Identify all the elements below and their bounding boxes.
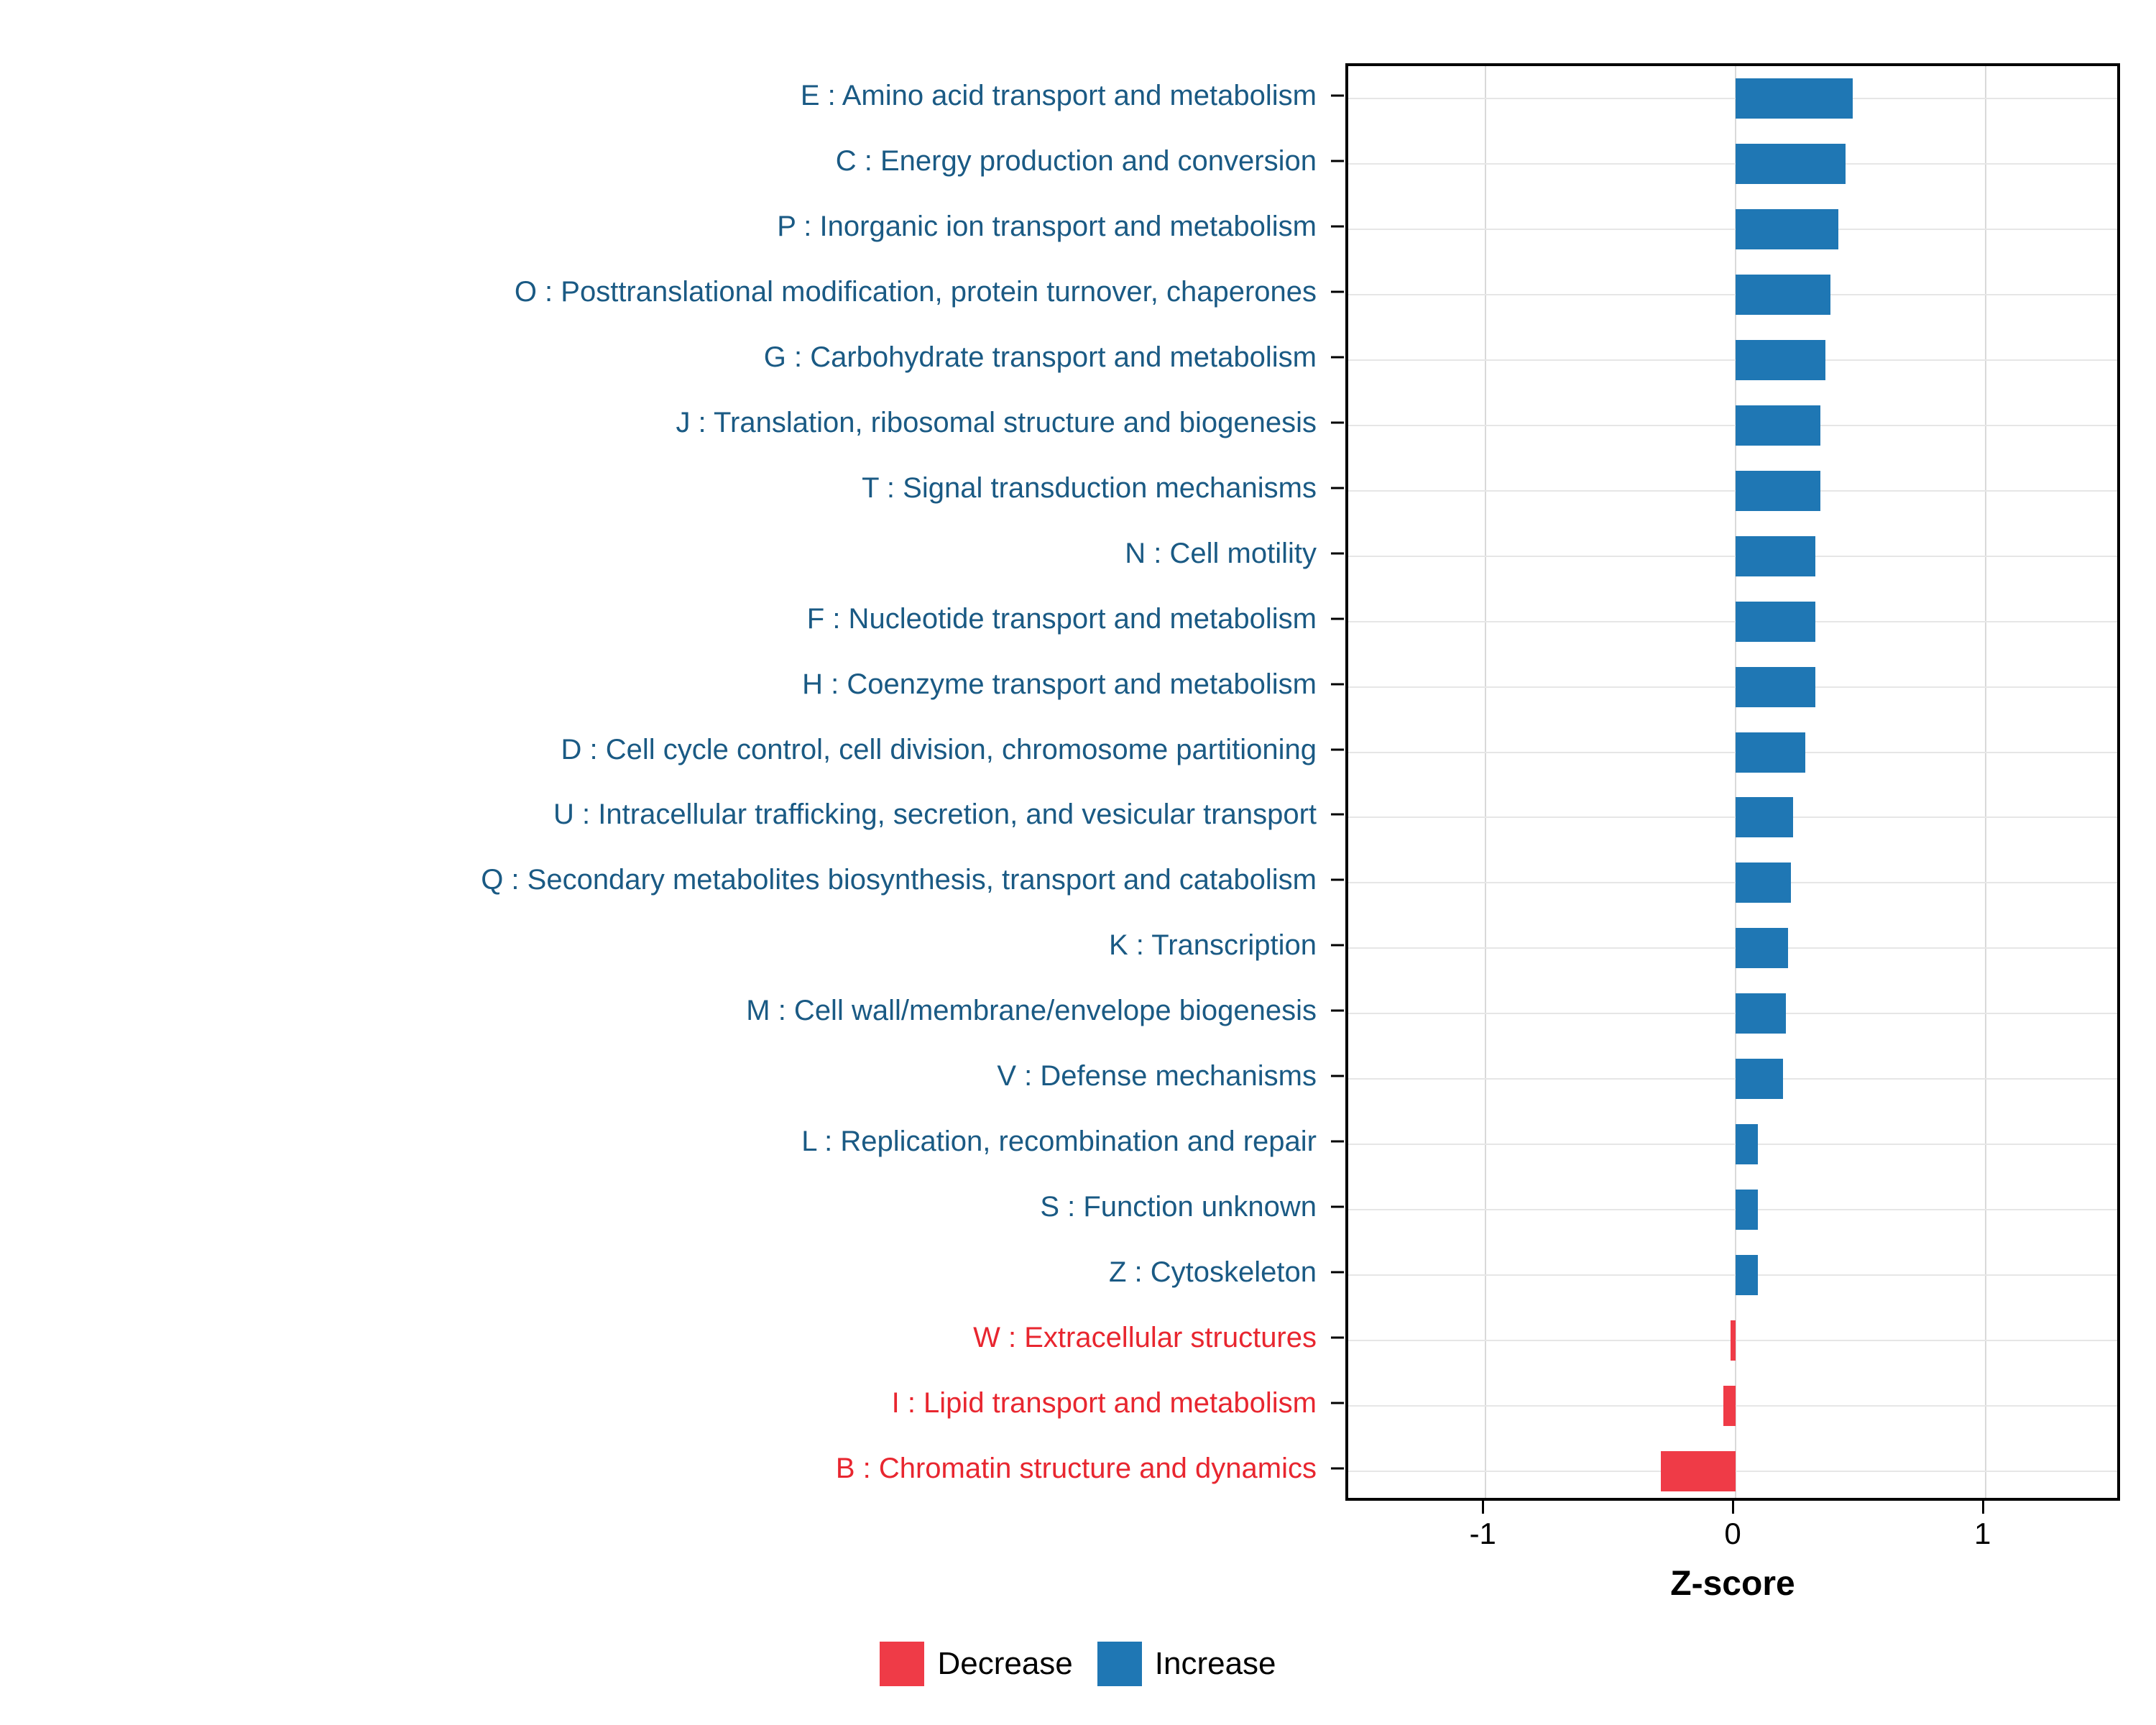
y-axis-tick-mark <box>1331 552 1344 554</box>
y-axis-tick-label: N : Cell motility <box>1125 537 1317 569</box>
x-axis-tick-label: 0 <box>1724 1517 1741 1550</box>
x-axis-tick-mark <box>1732 1501 1734 1514</box>
y-axis-tick-mark <box>1331 1402 1344 1404</box>
bar <box>1661 1451 1736 1491</box>
gridline-horizontal <box>1348 490 2117 492</box>
y-axis-tick-label: F : Nucleotide transport and metabolism <box>806 602 1317 635</box>
y-axis-tick-label: S : Function unknown <box>1040 1190 1317 1223</box>
bar <box>1723 1386 1736 1426</box>
gridline-horizontal <box>1348 752 2117 753</box>
bar <box>1736 471 1820 511</box>
bar <box>1736 536 1815 576</box>
y-axis-tick-mark <box>1331 683 1344 685</box>
chart-legend <box>0 1642 2156 1686</box>
y-axis-tick-label: O : Posttranslational modification, protein turnover, chaperones <box>514 276 1317 308</box>
y-axis-tick-mark <box>1331 356 1344 359</box>
legend-item-increase <box>1097 1642 1276 1686</box>
y-axis-tick-mark <box>1331 160 1344 162</box>
y-axis-tick-label: M : Cell wall/membrane/envelope biogenesis <box>746 995 1317 1027</box>
y-axis-tick-label: W : Extracellular structures <box>973 1321 1317 1353</box>
gridline-horizontal <box>1348 1078 2117 1080</box>
legend-label-increase: Increase <box>1154 1646 1276 1681</box>
bar <box>1736 667 1815 707</box>
y-axis-tick-mark <box>1331 95 1344 97</box>
bar <box>1736 1124 1758 1164</box>
bar <box>1736 1190 1758 1230</box>
bar <box>1736 602 1815 642</box>
x-axis-tick-label: -1 <box>1469 1517 1496 1550</box>
gridline-horizontal <box>1348 425 2117 426</box>
bar <box>1736 78 1853 119</box>
gridline-horizontal <box>1348 359 2117 361</box>
bar <box>1736 862 1791 903</box>
bar <box>1736 928 1788 968</box>
bar <box>1736 275 1830 315</box>
gridline-horizontal <box>1348 621 2117 622</box>
y-axis-tick-label: Z : Cytoskeleton <box>1108 1256 1317 1288</box>
y-axis-tick-mark <box>1331 1010 1344 1012</box>
bar <box>1736 1059 1783 1099</box>
x-axis-tick-mark <box>1982 1501 1984 1514</box>
y-axis-tick-label: V : Defense mechanisms <box>997 1060 1317 1092</box>
gridline-horizontal <box>1348 947 2117 949</box>
y-axis-tick-label: P : Inorganic ion transport and metabolism <box>777 211 1317 243</box>
y-axis-tick-mark <box>1331 748 1344 750</box>
legend-swatch-increase <box>1097 1642 1142 1686</box>
plot-panel <box>1345 63 2120 1501</box>
y-axis-tick-label: Q : Secondary metabolites biosynthesis, transport and catabolism <box>481 864 1317 896</box>
y-axis-tick-mark <box>1331 617 1344 620</box>
y-axis-tick-label: L : Replication, recombination and repair <box>801 1126 1317 1157</box>
y-axis-tick-mark <box>1331 1075 1344 1077</box>
y-axis-tick-mark <box>1331 226 1344 228</box>
y-axis-tick-label: U : Intracellular trafficking, secretion, and vesicular transport <box>553 799 1317 831</box>
gridline-horizontal <box>1348 1209 2117 1210</box>
gridline-horizontal <box>1348 686 2117 688</box>
gridline-horizontal <box>1348 163 2117 165</box>
y-axis-tick-label: J : Translation, ribosomal structure and biogenesis <box>676 407 1317 438</box>
y-axis-tick-mark <box>1331 422 1344 424</box>
y-axis-tick-mark <box>1331 1336 1344 1338</box>
y-axis-tick-mark <box>1331 1205 1344 1208</box>
bar <box>1736 405 1820 446</box>
gridline-horizontal <box>1348 98 2117 99</box>
gridline-horizontal <box>1348 1013 2117 1014</box>
y-axis-tick-label: K : Transcription <box>1108 929 1317 962</box>
y-axis-tick-mark <box>1331 291 1344 293</box>
bar <box>1736 1255 1758 1295</box>
gridline-vertical <box>1485 66 1486 1498</box>
y-axis-tick-mark <box>1331 879 1344 881</box>
bar <box>1736 732 1805 773</box>
bar <box>1736 797 1793 837</box>
y-axis-tick-label: B : Chromatin structure and dynamics <box>835 1452 1317 1484</box>
y-axis-tick-mark <box>1331 1271 1344 1273</box>
y-axis-tick-label: E : Amino acid transport and metabolism <box>800 80 1317 112</box>
y-axis-tick-label: H : Coenzyme transport and metabolism <box>802 668 1317 700</box>
y-axis-tick-mark <box>1331 1141 1344 1143</box>
bar <box>1736 993 1786 1034</box>
y-axis-tick-label: D : Cell cycle control, cell division, chromosome partitioning <box>561 733 1317 765</box>
y-axis-tick-mark <box>1331 944 1344 947</box>
gridline-horizontal <box>1348 294 2117 295</box>
y-axis-tick-mark <box>1331 1467 1344 1469</box>
bar <box>1736 209 1838 249</box>
gridline-vertical <box>1985 66 1986 1498</box>
gridline-horizontal <box>1348 882 2117 883</box>
bar <box>1731 1320 1736 1361</box>
y-axis-labels <box>0 63 1331 1501</box>
x-axis-tick-mark <box>1482 1501 1484 1514</box>
x-axis-title: Z-score <box>1670 1565 1795 1603</box>
legend-swatch-decrease <box>880 1642 924 1686</box>
y-axis-tick-label: I : Lipid transport and metabolism <box>891 1386 1317 1419</box>
y-axis-tick-mark <box>1331 814 1344 816</box>
x-axis-tick-label: 1 <box>1974 1517 1991 1550</box>
bar <box>1736 340 1825 380</box>
gridline-horizontal <box>1348 1144 2117 1145</box>
gridline-horizontal <box>1348 556 2117 557</box>
gridline-horizontal <box>1348 229 2117 230</box>
y-axis-tick-label: C : Energy production and conversion <box>835 145 1317 178</box>
bar <box>1736 144 1846 184</box>
y-axis-tick-mark <box>1331 487 1344 489</box>
legend-item-decrease <box>880 1642 1072 1686</box>
legend-label-decrease: Decrease <box>937 1646 1073 1681</box>
gridline-horizontal <box>1348 1274 2117 1276</box>
y-axis-tick-label: T : Signal transduction mechanisms <box>862 472 1317 504</box>
y-axis-tick-label: G : Carbohydrate transport and metabolism <box>763 341 1317 374</box>
plot-area <box>1348 66 2117 1498</box>
gridline-horizontal <box>1348 816 2117 818</box>
